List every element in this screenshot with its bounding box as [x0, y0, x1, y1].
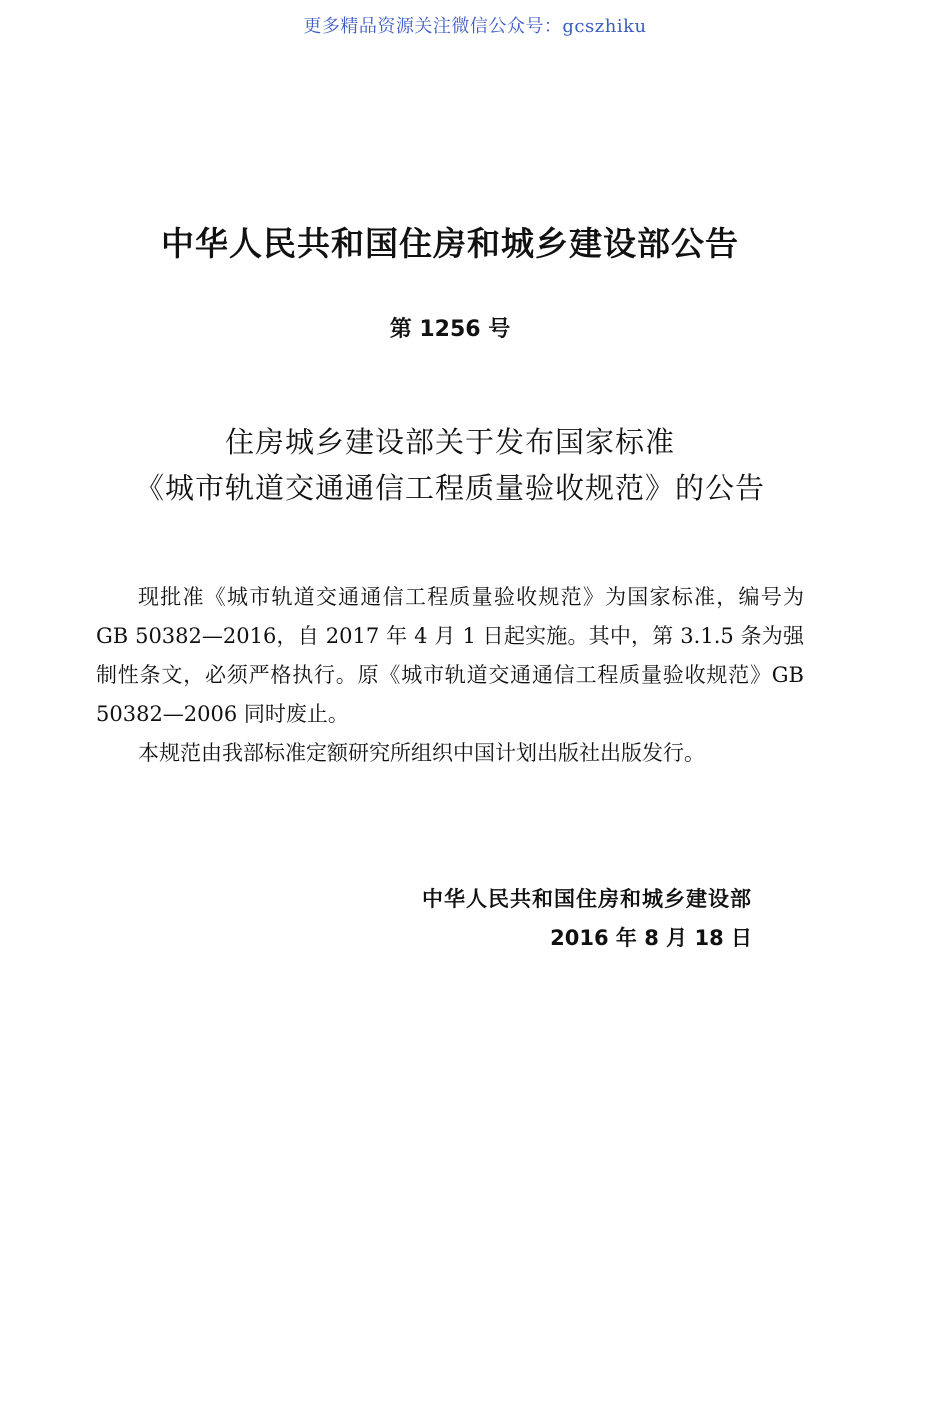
announcement-number: 第 1256 号: [389, 317, 511, 342]
issuer-signature: 中华人民共和国住房和城乡建设部: [422, 887, 752, 911]
body-paragraph-2: 本规范由我部标准定额研究所组织中国计划出版社出版发行。: [138, 741, 705, 765]
body-paragraph-1: 现批准《城市轨道交通通信工程质量验收规范》为国家标准，编号为 GB 50382—2016，自 2017 年 4 月 1 日起实施。其中，第 3.1.5 条为强制性条文，必须严格执行。原《城市轨道交通通信工程质量验收规范》GB 50382—2006 同时废止。: [96, 585, 804, 726]
page-title: 中华人民共和国住房和城乡建设部公告: [161, 224, 739, 263]
subtitle-line-2: 《城市轨道交通通信工程质量验收规范》的公告: [134, 471, 765, 505]
issue-date: 2016 年 8 月 18 日: [550, 926, 752, 950]
header-watermark-note: 更多精品资源关注微信公众号：gcszhiku: [303, 16, 647, 37]
subtitle-line-1: 住房城乡建设部关于发布国家标准: [224, 425, 675, 459]
announcement-body: [96, 578, 804, 773]
